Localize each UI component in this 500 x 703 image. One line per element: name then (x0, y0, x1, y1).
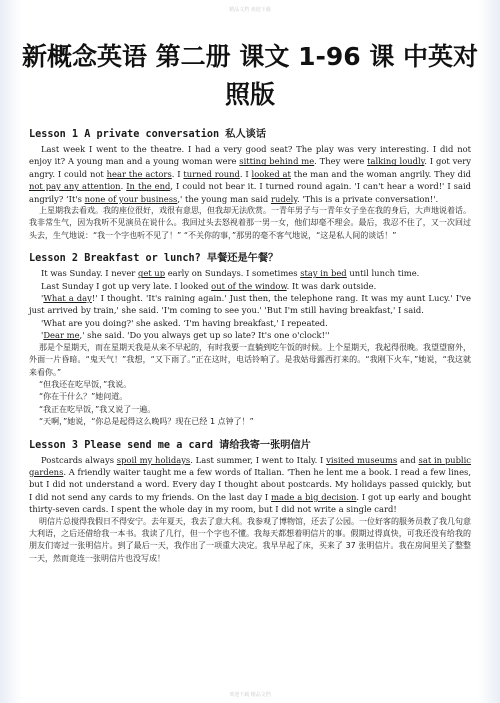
underlined-phrase: Dear me (43, 330, 80, 341)
underlined-phrase: In the end (126, 181, 171, 192)
underlined-phrase: What a day (43, 293, 92, 304)
watermark-bottom: 欢迎下载 精品文档 (229, 692, 271, 698)
lesson-title-zh: 私人谈话 (225, 129, 267, 140)
lesson-heading (29, 128, 471, 142)
chinese-paragraph: 明信片总搅得我假日不得安宁。去年夏天，我去了意大利。我参观了博物馆，还去了公园。一位好客的服务员教了我几句意大利语，之后还借给我一本书。我读了几行，但一个字也不懂。我每天都想着明信片的事。假期过得真快，可我还没有给我的朋友们寄过一张明信片。到了最后一天，我作出了一项重大决定。我早早起了床，买来了 37 张明信片。我在房间里关了整整一天，然而竟连一张明信片也没写成！ (29, 516, 471, 563)
underlined-phrase: out of the window (211, 280, 287, 291)
english-paragraph: 'What a day!' I thought. 'It's raining again.' Just then, the telephone rang. It was my aunt Lucy.' I've just arrived by train,' she said. 'I'm coming to see you.' 'But I'm still having breakfast,' I said. (29, 293, 471, 316)
underlined-phrase: looked at (251, 168, 291, 179)
underlined-phrase: rudely (270, 193, 297, 204)
underlined-phrase: made a big decision (271, 491, 357, 502)
document-body (29, 128, 471, 565)
page-title: 新概念英语 第二册 课文 1-96 课 中英对照版 (21, 42, 479, 109)
watermark-top: 精品文档 欢迎下载 (229, 7, 271, 13)
lesson-3 (29, 439, 471, 566)
underlined-phrase: get up (137, 268, 166, 279)
english-paragraph: Last week I went to the theatre. I had a very good seat? The play was very interesting. I did not enjoy it? A young man and a young woman were sitting behind me. They were talking loudly. I got very angry. I could not hear the actors. I turned round. I looked at the man and the woman angrily. They did not pay any attention. In the end, I could not bear it. I turned round again. 'I can't hear a word!' I said angrily? ‘It's none of your business,' the young man said rudely. 'This is a private conversation!'. (29, 144, 472, 204)
underlined-phrase: visited museums (326, 454, 398, 465)
english-paragraph: 'Dear me,' she said. 'Do you always get up so late? It's one o'clock!'' (41, 330, 330, 341)
chinese-paragraph: “天啊，”她说，“你总是起得这么晚吗？现在已经 1 点钟了！” (39, 417, 254, 427)
lesson-title-en: Lesson 3 Please send me a card (29, 439, 214, 451)
underlined-phrase: hear the actors (106, 168, 172, 179)
lesson-title-en: Lesson 1 A private conversation (29, 129, 220, 140)
lesson-2 (29, 252, 471, 428)
chinese-paragraph: 上星期我去看戏。我的座位很好，戏很有意思，但我却无法欣赏。一青年男子与一青年女子坐在我的身后，大声地说着话。我非常生气，因为我听不见演员在说什么。我回过头去怒视着那一男一女，他们却毫不理会。最后，我忍不住了，又一次回过头去，生气地说：“我一个字也听不见了！” “不关你的事，”那男的毫不客气地说，“这是私人间的谈话！” (29, 206, 471, 240)
underlined-phrase: spoil my holidays (116, 454, 191, 465)
english-paragraph: It was Sunday. I never get up early on Sundays. I sometimes stay in bed until lunch time. (41, 268, 420, 279)
lesson-heading (29, 252, 471, 266)
lesson-title-zh: 请给我寄一张明信片 (219, 439, 311, 451)
chinese-paragraph: 那是个星期天，而在星期天我是从来不早起的，有时我要一直躺到吃午饭的时候。上个星期天，我起得很晚。我望望窗外，外面一片昏暗。“鬼天气！”我想，“又下雨了。”正在这时，电话铃响了。是我姑母露西打来的。“我刚下火车，”她说，“我这就来看你。” (29, 342, 471, 377)
lesson-title-en: Lesson 2 Breakfast or lunch? (29, 253, 201, 265)
english-paragraph: Postcards always spoil my holidays. Last summer, I went to Italy. I visited museums and sat in public gardens. A friendly waiter taught me a few words of Italian. 'Then he lent me a book. I read a few lines, but I did not understand a word. Every day I thought about postcards. My holidays passed quickly, but I did not send any cards to my friends. On the last day I made a big decision. I got up early and bought thirty-seven cards. I spent the whole day in my room, but I did not write a single card! (29, 454, 471, 515)
underlined-phrase: turned round (183, 168, 240, 179)
english-paragraph: 'What are you doing?' she asked. ‘I'm having breakfast,' I repeated. (41, 317, 328, 328)
underlined-phrase: talking loudly (367, 156, 425, 167)
underlined-phrase: sitting behind me (239, 156, 315, 167)
underlined-phrase: none of your business (84, 193, 178, 204)
chinese-paragraph: “我正在吃早饭，”我又说了一遍。 (39, 404, 156, 414)
lesson-1 (29, 128, 471, 242)
underlined-phrase: stay in bed (300, 268, 347, 279)
chinese-paragraph: “但我还在吃早饭，”我说。 (39, 379, 132, 389)
lesson-heading (29, 439, 471, 453)
english-paragraph: Last Sunday I got up very late. I looked out of the window. It was dark outside. (41, 280, 377, 291)
underlined-phrase: not pay any attention (29, 181, 121, 192)
underlined-phrase: sat in public gardens (29, 454, 471, 477)
chinese-paragraph: “你在干什么？”她问道。 (39, 392, 128, 402)
lesson-title-zh: 早餐还是午餐？ (206, 253, 279, 265)
